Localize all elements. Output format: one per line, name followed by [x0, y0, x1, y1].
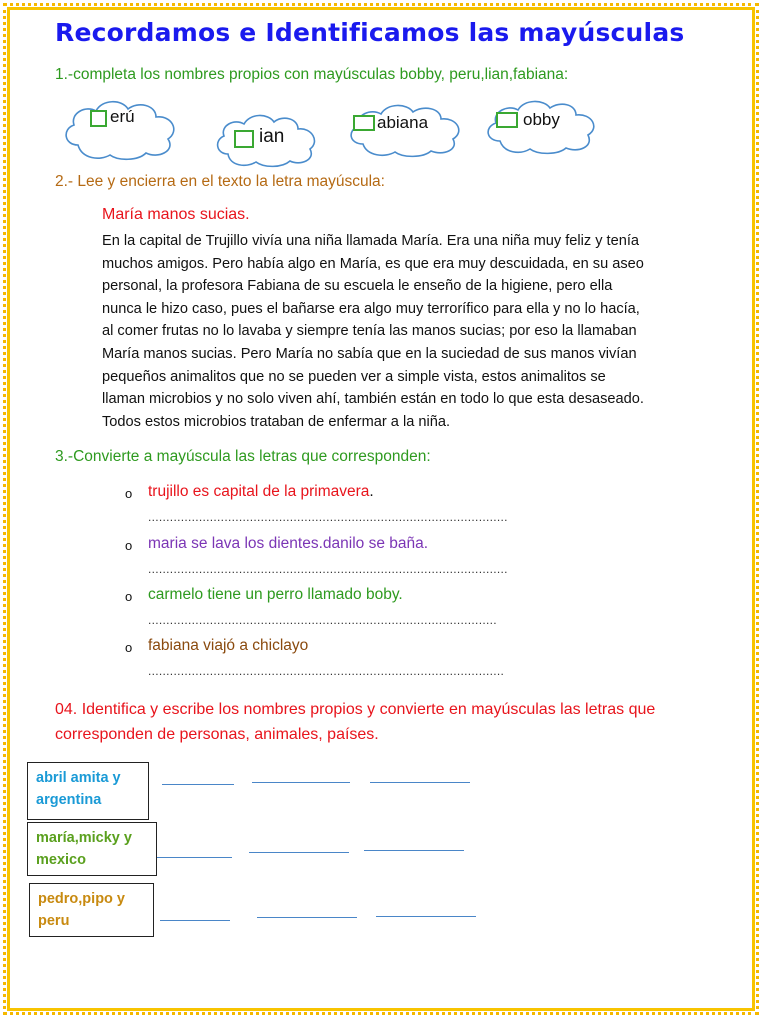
story-line: Todos estos microbios trataban de enfermar a la niña. [102, 413, 451, 430]
answer-box[interactable] [496, 112, 518, 128]
story-line: María manos sucias. Pero María no sabía que en la suciedad de sus manos vivían [102, 345, 637, 362]
answer-box[interactable] [90, 110, 107, 127]
answer-line[interactable] [376, 916, 476, 917]
story-line: nunca le hizo caso, pues el bañarse era algo muy terrorífico para ella y no lo hacía, [102, 300, 640, 317]
cloud-word: erú [110, 107, 135, 126]
answer-line[interactable] [162, 784, 234, 785]
sentence-text: trujillo es capital de la primavera [148, 483, 370, 500]
answer-line[interactable] [160, 920, 230, 921]
cloud-word: ian [259, 126, 285, 147]
story-line: personal, la profesora Fabiana de su escuela le enseño de la higiene, pero ella [102, 278, 613, 295]
question-3-instruction: 3.-Convierte a mayúscula las letras que corresponden: [55, 448, 431, 465]
sentence: maria se lava los dientes.danilo se baña. [148, 535, 429, 552]
story-text [102, 230, 716, 433]
question-4-instruction: 04. Identifica y escribe los nombres propios y convierte en mayúsculas las letras que corresponden de personas, animales, países. [55, 701, 656, 743]
sentence: carmelo tiene un perro llamado boby. [148, 586, 403, 603]
answer-line[interactable]: ................................................................................................... [148, 510, 508, 524]
sentence: fabiana viajó a chiclayo [148, 637, 309, 654]
cloud-peru [60, 95, 182, 161]
names-box-1 [27, 762, 149, 820]
story-title: María manos sucias. [102, 206, 250, 223]
sentence [148, 483, 374, 501]
bullet-icon: o [125, 486, 133, 501]
cloud-fabiana [345, 100, 465, 158]
story-line: muchos amigos. Pero había algo en María, es que era muy descuidada, en su aseo [102, 255, 644, 272]
bullet-icon: o [125, 538, 133, 553]
sentence-suffix: . [369, 483, 374, 500]
page-title: Recordamos e Identificamos las mayúsculas [55, 18, 685, 47]
question-1-instruction: 1.-completa los nombres propios con mayúsculas bobby, peru,lian,fabiana: [55, 66, 569, 83]
names-box-text: maría,micky y mexico [36, 830, 132, 868]
answer-line[interactable] [370, 782, 470, 783]
answer-line[interactable] [249, 852, 349, 853]
story-line: En la capital de Trujillo vivía una niña llamada María. Era una niña muy feliz y tenía [102, 233, 640, 249]
story-line: al comer frutas no lo lavaba y siempre tenía las manos sucias; por eso la llamaban [102, 323, 637, 340]
answer-line[interactable]: ................................................................................................ [148, 613, 497, 627]
question-2-instruction: 2.- Lee y encierra en el texto la letra mayúscula: [55, 173, 385, 190]
answer-line[interactable] [157, 857, 232, 858]
answer-line[interactable] [257, 917, 357, 918]
names-box-2 [27, 822, 157, 876]
names-box-text: abril amita y argentina [36, 770, 121, 808]
answer-line[interactable]: ................................................................................................... [148, 562, 508, 576]
cloud-word: obby [523, 110, 560, 129]
answer-line[interactable]: .................................................................................................. [148, 664, 505, 678]
answer-box[interactable] [234, 130, 254, 148]
answer-box[interactable] [353, 115, 375, 131]
bullet-icon: o [125, 589, 133, 604]
bullet-icon: o [125, 640, 133, 655]
names-box-text: pedro,pipo y peru [38, 891, 125, 929]
cloud-bobby [482, 95, 600, 155]
story-line: pequeños animalitos que no se pueden ver a simple vista, estos animalitos se [102, 368, 606, 385]
answer-line[interactable] [364, 850, 464, 851]
names-box-3 [29, 883, 154, 937]
answer-line[interactable] [252, 782, 350, 783]
cloud-word: abiana [377, 113, 429, 132]
story-line: llaman microbios y no solo viven ahí, también están en todo lo que esta desaseado. [102, 391, 644, 408]
cloud-lian [212, 110, 322, 168]
cloud-shape-icon [60, 95, 182, 161]
